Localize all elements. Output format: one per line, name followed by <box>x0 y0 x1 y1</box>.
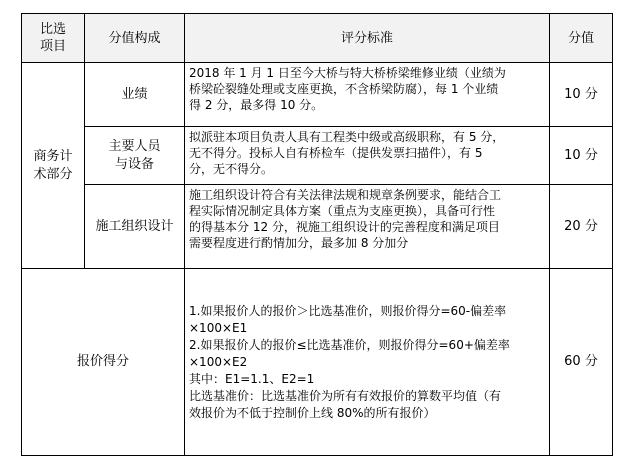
score-construction: 20 分 <box>550 185 613 269</box>
score-price: 60 分 <box>550 269 613 456</box>
business-category-cell: 商务计 术部分 <box>22 63 85 269</box>
header-criteria: 评分标准 <box>185 14 550 63</box>
table-row <box>22 63 613 127</box>
price-score-label: 报价得分 <box>22 269 185 456</box>
table-row <box>22 127 613 185</box>
header-composition: 分值构成 <box>85 14 185 63</box>
header-score: 分值 <box>550 14 613 63</box>
header-category: 比选 项目 <box>22 14 85 63</box>
criteria-performance: 2018 年 1 月 1 日至今大桥与特大桥桥梁维修业绩（业绩为 桥梁砼裂缝处理或支座更换，不含桥梁防腐），每 1 个业绩 得 2 分，最多得 10 分。 <box>185 63 550 127</box>
criteria-price: 1.如果报价人的报价＞比选基准价，则报价得分=60-偏差率 ×100×E1 2.如果报价人的报价≤比选基准价，则报价得分=60+偏差率 ×100×E2 其中：E1=1.1、E2=1 比选基准价：比选基准价为所有有效报价的算数平均值（有 效报价为不低于控制价上线 80%的所有报价） <box>185 269 550 456</box>
criteria-construction: 施工组织设计符合有关法律法规和规章条例要求，能结合工 程实际情况制定具体方案（重点为支座更换），具备可行性 的得基本分 12 分，视施工组织设计的完善程度和满足项目 需要程度进行酌情加分，最多加 8 分加分 <box>185 185 550 269</box>
score-personnel: 10 分 <box>550 127 613 185</box>
criteria-personnel: 拟派驻本项目负责人具有工程类中级或高级职称，有 5 分， 无不得分。投标人自有桥检车（提供发票扫描件），有 5 分，无不得分。 <box>185 127 550 185</box>
composition-performance: 业绩 <box>85 63 185 127</box>
header-row <box>22 14 613 63</box>
composition-construction: 施工组织设计 <box>85 185 185 269</box>
table-row <box>22 185 613 269</box>
scoring-table <box>21 13 613 456</box>
score-performance: 10 分 <box>550 63 613 127</box>
table-row <box>22 269 613 456</box>
composition-personnel: 主要人员 与设备 <box>85 127 185 185</box>
